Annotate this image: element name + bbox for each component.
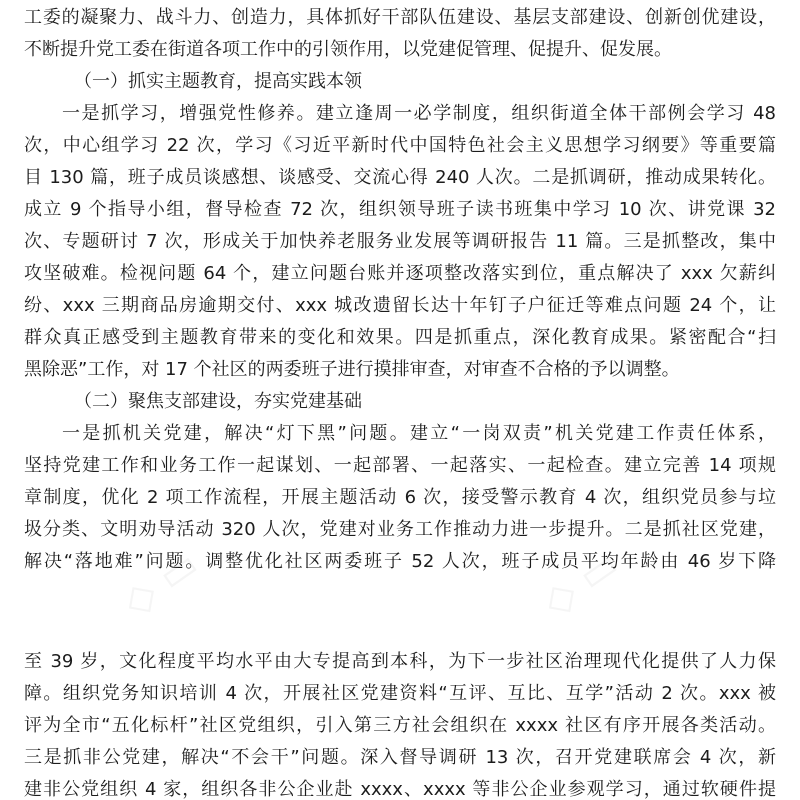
text-line: 成立 9 个指导小组，督导检查 72 次，组织领导班子读书班集中学习 10 次、讲党课 32 bbox=[24, 199, 776, 220]
text-line: 群众真正感受到主题教育带来的变化和效果。四是抓重点，深化教育成果。紧密配合“扫 bbox=[24, 327, 776, 348]
text-line: 解决“落地难”问题。调整优化社区两委班子 52 人次，班子成员平均年龄由 46 岁下降 bbox=[24, 551, 776, 572]
text-line: 坚持党建工作和业务工作一起谋划、一起部署、一起落实、一起检查。建立完善 14 项规 bbox=[24, 455, 776, 476]
section-continued bbox=[24, 646, 776, 800]
watermark: ◇ ▭ bbox=[114, 540, 208, 626]
text-line: 评为全市“五化标杆”社区党组织，引入第三方社会组织在 xxxx 社区有序开展各类活动。 bbox=[24, 715, 776, 736]
text-line: 不断提升党工委在街道各项工作中的引领作用，以党建促管理、促提升、促发展。 bbox=[24, 39, 672, 60]
text-line: 障。组织党务知识培训 4 次，开展社区党建资料“互评、互比、互学”活动 2 次。xxx 被 bbox=[24, 683, 776, 704]
text-line: 圾分类、文明劝导活动 320 人次，党建对业务工作推动力进一步提升。二是抓社区党建， bbox=[24, 519, 776, 540]
text-line: 次、专题研讨 7 次，形成关于加快养老服务业发展等调研报告 11 篇。三是抓整改，集中 bbox=[24, 231, 776, 252]
text-line: 黑除恶”工作，对 17 个社区的两委班子进行摸排审查，对审查不合格的予以调整。 bbox=[24, 359, 680, 380]
watermark: ◇ ▭ bbox=[534, 540, 628, 626]
text-line: 攻坚破难。检视问题 64 个，建立问题台账并逐项整改落实到位，重点解决了 xxx 欠薪纠 bbox=[24, 263, 776, 284]
text-line: 一是抓学习，增强党性修养。建立逢周一必学制度，组织街道全体干部例会学习 48 bbox=[62, 103, 776, 124]
section-intro bbox=[24, 2, 776, 578]
section-heading-2: （二）聚焦支部建设，夯实党建基础 bbox=[74, 391, 362, 412]
text-line: 章制度，优化 2 项工作流程，开展主题活动 6 次，接受警示教育 4 次，组织党员参与垃 bbox=[24, 487, 776, 508]
text-line: 次，中心组学习 22 次，学习《习近平新时代中国特色社会主义思想学习纲要》等重要篇 bbox=[24, 135, 776, 156]
text-line: 一是抓机关党建，解决“灯下黑”问题。建立“一岗双责”机关党建工作责任体系， bbox=[62, 423, 776, 444]
text-line: 工委的凝聚力、战斗力、创造力，具体抓好干部队伍建设、基层支部建设、创新创优建设， bbox=[24, 7, 776, 28]
text-line: 纷、xxx 三期商品房逾期交付、xxx 城改遗留长达十年钉子户征迁等难点问题 24 个，让 bbox=[24, 295, 776, 316]
text-line: 目 130 篇，班子成员谈感想、谈感受、交流心得 240 人次。二是抓调研，推动成果转化。 bbox=[24, 167, 776, 188]
text-line: 三是抓非公党建，解决“不会干”问题。深入督导调研 13 次，召开党建联席会 4 次，新 bbox=[24, 747, 776, 768]
section-heading-1: （一）抓实主题教育，提高实践本领 bbox=[74, 71, 362, 92]
text-line: 至 39 岁，文化程度平均水平由大专提高到本科，为下一步社区治理现代化提供了人力保 bbox=[24, 651, 776, 672]
text-line: 建非公党组织 4 家，组织各非公企业赴 xxxx、xxxx 等非公企业参观学习，通过软硬件提 bbox=[24, 779, 776, 800]
